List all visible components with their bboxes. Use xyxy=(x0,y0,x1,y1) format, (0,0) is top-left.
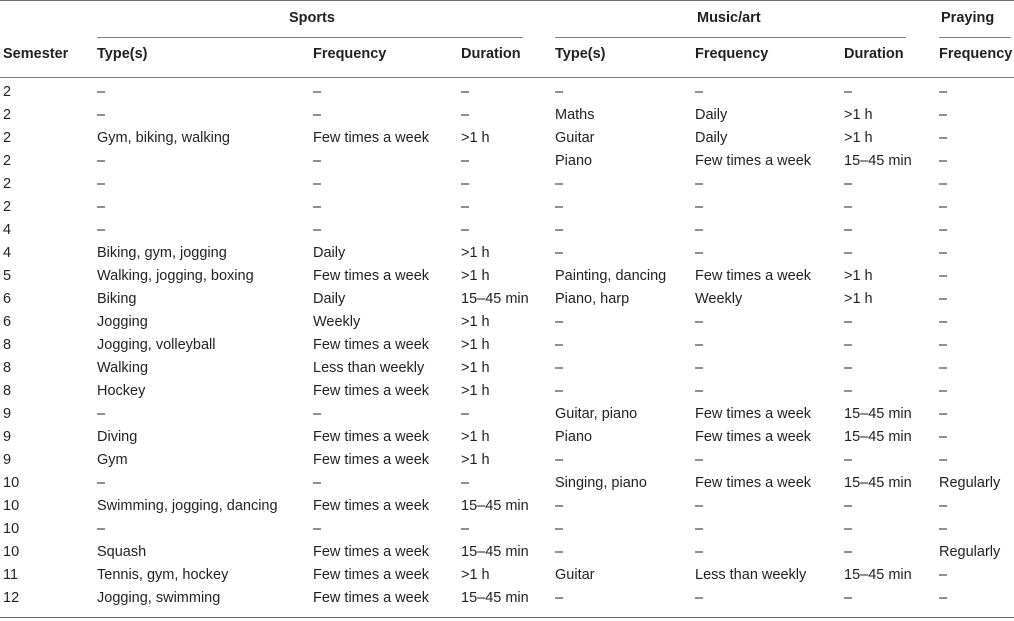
music-frequency-cell: – xyxy=(695,544,704,560)
semester-cell: 8 xyxy=(3,337,12,353)
sports-duration-cell: – xyxy=(461,475,470,491)
sports-types-cell: Gym, biking, walking xyxy=(97,130,230,146)
music-frequency-cell: Less than weekly xyxy=(695,567,807,583)
table-row xyxy=(0,219,1014,242)
sports-types-cell: Swimming, jogging, dancing xyxy=(97,498,278,514)
praying-frequency-cell: – xyxy=(939,383,948,399)
sports-types-cell: – xyxy=(97,199,106,215)
sports-duration-cell: >1 h xyxy=(461,337,490,353)
music-duration-cell: – xyxy=(844,521,853,537)
sports-frequency-cell: Few times a week xyxy=(313,567,430,583)
table-body xyxy=(0,81,1014,610)
music-frequency-cell: Few times a week xyxy=(695,406,812,422)
table-row xyxy=(0,150,1014,173)
music-types-cell: – xyxy=(555,245,564,261)
music-duration-cell: – xyxy=(844,245,853,261)
sports-duration-cell: – xyxy=(461,84,470,100)
music-duration-cell: – xyxy=(844,337,853,353)
praying-frequency-cell: – xyxy=(939,314,948,330)
praying-frequency-cell: – xyxy=(939,590,948,606)
sports-frequency-cell: Few times a week xyxy=(313,544,430,560)
sports-types-cell: – xyxy=(97,176,106,192)
music-types-cell: Piano xyxy=(555,153,593,169)
group-header-sports: Sports xyxy=(289,10,335,26)
column-header-sports-duration: Duration xyxy=(461,46,521,62)
sports-types-cell: Tennis, gym, hockey xyxy=(97,567,229,583)
praying-frequency-cell: – xyxy=(939,130,948,146)
praying-frequency-cell: – xyxy=(939,199,948,215)
group-header-praying: Praying xyxy=(941,10,995,26)
sports-types-cell: Gym xyxy=(97,452,128,468)
sports-frequency-cell: – xyxy=(313,199,322,215)
sports-types-cell: Biking, gym, jogging xyxy=(97,245,227,261)
table-row xyxy=(0,518,1014,541)
sports-duration-cell: >1 h xyxy=(461,383,490,399)
sports-frequency-cell: Few times a week xyxy=(313,130,430,146)
semester-cell: 5 xyxy=(3,268,12,284)
music-duration-cell: 15–45 min xyxy=(844,429,912,445)
table-row xyxy=(0,495,1014,518)
sports-duration-cell: >1 h xyxy=(461,452,490,468)
table-bottom-rule xyxy=(0,617,1014,618)
music-types-cell: – xyxy=(555,337,564,353)
music-duration-cell: – xyxy=(844,383,853,399)
music-types-cell: – xyxy=(555,544,564,560)
sports-frequency-cell: – xyxy=(313,521,322,537)
table-row xyxy=(0,242,1014,265)
praying-frequency-cell: – xyxy=(939,498,948,514)
sports-duration-cell: 15–45 min xyxy=(461,590,529,606)
music-types-cell: – xyxy=(555,521,564,537)
sports-frequency-cell: Few times a week xyxy=(313,498,430,514)
column-header-sports-types: Type(s) xyxy=(97,46,148,62)
praying-frequency-cell: – xyxy=(939,429,948,445)
sports-types-cell: – xyxy=(97,153,106,169)
music-frequency-cell: Weekly xyxy=(695,291,743,307)
music-types-cell: Guitar xyxy=(555,567,595,583)
music-duration-cell: 15–45 min xyxy=(844,475,912,491)
sports-duration-cell: – xyxy=(461,222,470,238)
sports-duration-cell: 15–45 min xyxy=(461,498,529,514)
sports-frequency-cell: – xyxy=(313,84,322,100)
music-duration-cell: >1 h xyxy=(844,130,873,146)
sports-duration-cell: – xyxy=(461,406,470,422)
sports-frequency-cell: Few times a week xyxy=(313,268,430,284)
sports-duration-cell: – xyxy=(461,153,470,169)
praying-frequency-cell: – xyxy=(939,107,948,123)
semester-cell: 10 xyxy=(3,498,20,514)
table-row xyxy=(0,472,1014,495)
semester-cell: 9 xyxy=(3,452,12,468)
music-types-cell: – xyxy=(555,199,564,215)
table-row xyxy=(0,564,1014,587)
sports-duration-cell: >1 h xyxy=(461,360,490,376)
sports-frequency-cell: – xyxy=(313,107,322,123)
music-duration-cell: – xyxy=(844,452,853,468)
music-duration-cell: 15–45 min xyxy=(844,567,912,583)
praying-frequency-cell: – xyxy=(939,291,948,307)
praying-frequency-cell: – xyxy=(939,84,948,100)
semester-cell: 9 xyxy=(3,406,12,422)
music-types-cell: – xyxy=(555,84,564,100)
music-frequency-cell: – xyxy=(695,314,704,330)
music-frequency-cell: Few times a week xyxy=(695,475,812,491)
table-row xyxy=(0,288,1014,311)
music-frequency-cell: – xyxy=(695,337,704,353)
semester-cell: 12 xyxy=(3,590,20,606)
music-frequency-cell: – xyxy=(695,245,704,261)
music-frequency-cell: – xyxy=(695,498,704,514)
sports-types-cell: Walking, jogging, boxing xyxy=(97,268,254,284)
praying-frequency-cell: Regularly xyxy=(939,475,1001,491)
sports-duration-cell: – xyxy=(461,107,470,123)
sports-duration-cell: >1 h xyxy=(461,314,490,330)
music-types-cell: Maths xyxy=(555,107,595,123)
music-frequency-cell: – xyxy=(695,360,704,376)
sports-types-cell: Hockey xyxy=(97,383,146,399)
sports-frequency-cell: Less than weekly xyxy=(313,360,425,376)
sports-types-cell: Diving xyxy=(97,429,138,445)
praying-frequency-cell: – xyxy=(939,153,948,169)
semester-cell: 4 xyxy=(3,245,12,261)
music-duration-cell: – xyxy=(844,84,853,100)
sports-frequency-cell: Few times a week xyxy=(313,452,430,468)
sports-frequency-cell: Daily xyxy=(313,245,346,261)
column-header-music-types: Type(s) xyxy=(555,46,606,62)
table-row xyxy=(0,127,1014,150)
sports-types-cell: – xyxy=(97,84,106,100)
music-frequency-cell: – xyxy=(695,84,704,100)
table-row xyxy=(0,541,1014,564)
semester-cell: 8 xyxy=(3,383,12,399)
music-duration-cell: >1 h xyxy=(844,268,873,284)
music-duration-cell: – xyxy=(844,199,853,215)
music-frequency-cell: – xyxy=(695,222,704,238)
music-duration-cell: – xyxy=(844,590,853,606)
table-row xyxy=(0,449,1014,472)
sports-types-cell: – xyxy=(97,521,106,537)
music-types-cell: – xyxy=(555,222,564,238)
praying-group-rule xyxy=(939,37,1011,38)
praying-frequency-cell: – xyxy=(939,521,948,537)
table-row xyxy=(0,265,1014,288)
praying-frequency-cell: – xyxy=(939,222,948,238)
praying-frequency-cell: – xyxy=(939,360,948,376)
music-duration-cell: – xyxy=(844,360,853,376)
music-frequency-cell: – xyxy=(695,590,704,606)
music-types-cell: – xyxy=(555,498,564,514)
semester-cell: 10 xyxy=(3,544,20,560)
semester-cell: 2 xyxy=(3,107,12,123)
sports-duration-cell: >1 h xyxy=(461,130,490,146)
praying-frequency-cell: Regularly xyxy=(939,544,1001,560)
sports-duration-cell: – xyxy=(461,521,470,537)
semester-cell: 2 xyxy=(3,130,12,146)
music-types-cell: Piano, harp xyxy=(555,291,630,307)
music-duration-cell: – xyxy=(844,544,853,560)
music-duration-cell: >1 h xyxy=(844,291,873,307)
sports-frequency-cell: – xyxy=(313,475,322,491)
table-row xyxy=(0,587,1014,610)
table-row xyxy=(0,311,1014,334)
sports-duration-cell: – xyxy=(461,176,470,192)
sports-frequency-cell: – xyxy=(313,176,322,192)
sports-frequency-cell: – xyxy=(313,222,322,238)
semester-cell: 2 xyxy=(3,176,12,192)
music-types-cell: – xyxy=(555,314,564,330)
sports-duration-cell: >1 h xyxy=(461,245,490,261)
music-duration-cell: – xyxy=(844,498,853,514)
music-types-cell: Guitar, piano xyxy=(555,406,638,422)
column-header-music-frequency: Frequency xyxy=(695,46,769,62)
table-row xyxy=(0,173,1014,196)
music-frequency-cell: Few times a week xyxy=(695,153,812,169)
semester-cell: 6 xyxy=(3,314,12,330)
music-frequency-cell: – xyxy=(695,521,704,537)
sports-types-cell: – xyxy=(97,406,106,422)
praying-frequency-cell: – xyxy=(939,406,948,422)
group-header-music-art: Music/art xyxy=(697,10,761,26)
sports-types-cell: Walking xyxy=(97,360,149,376)
music-art-group-rule xyxy=(555,37,906,38)
semester-cell: 2 xyxy=(3,84,12,100)
music-types-cell: – xyxy=(555,590,564,606)
praying-frequency-cell: – xyxy=(939,245,948,261)
column-header-semester: Semester xyxy=(3,46,69,62)
music-duration-cell: >1 h xyxy=(844,107,873,123)
table-row xyxy=(0,426,1014,449)
table-row xyxy=(0,196,1014,219)
column-header-music-duration: Duration xyxy=(844,46,904,62)
sports-group-rule xyxy=(97,37,523,38)
semester-cell: 8 xyxy=(3,360,12,376)
music-frequency-cell: Daily xyxy=(695,130,728,146)
sports-types-cell: Squash xyxy=(97,544,147,560)
sports-types-cell: – xyxy=(97,107,106,123)
sports-types-cell: Biking xyxy=(97,291,137,307)
column-header-sports-frequency: Frequency xyxy=(313,46,387,62)
music-types-cell: Guitar xyxy=(555,130,595,146)
semester-cell: 10 xyxy=(3,475,20,491)
music-frequency-cell: – xyxy=(695,383,704,399)
semester-cell: 2 xyxy=(3,199,12,215)
praying-frequency-cell: – xyxy=(939,176,948,192)
semester-cell: 2 xyxy=(3,153,12,169)
sports-frequency-cell: – xyxy=(313,153,322,169)
semester-cell: 10 xyxy=(3,521,20,537)
sports-frequency-cell: Few times a week xyxy=(313,337,430,353)
music-duration-cell: – xyxy=(844,314,853,330)
semester-cell: 11 xyxy=(3,567,19,583)
sports-frequency-cell: Few times a week xyxy=(313,429,430,445)
music-types-cell: – xyxy=(555,383,564,399)
music-types-cell: – xyxy=(555,360,564,376)
table-row xyxy=(0,334,1014,357)
sports-types-cell: Jogging, swimming xyxy=(97,590,221,606)
sports-duration-cell: >1 h xyxy=(461,567,490,583)
sports-types-cell: Jogging, volleyball xyxy=(97,337,216,353)
music-duration-cell: – xyxy=(844,176,853,192)
column-header-praying-frequency: Frequency xyxy=(939,46,1013,62)
table-top-rule xyxy=(0,0,1014,1)
music-frequency-cell: – xyxy=(695,176,704,192)
header-rule xyxy=(0,77,1014,78)
music-types-cell: Singing, piano xyxy=(555,475,647,491)
table-row xyxy=(0,380,1014,403)
music-frequency-cell: Daily xyxy=(695,107,728,123)
praying-frequency-cell: – xyxy=(939,452,948,468)
table-row xyxy=(0,104,1014,127)
praying-frequency-cell: – xyxy=(939,567,948,583)
music-types-cell: Piano xyxy=(555,429,593,445)
sports-frequency-cell: Weekly xyxy=(313,314,361,330)
music-frequency-cell: Few times a week xyxy=(695,429,812,445)
music-duration-cell: 15–45 min xyxy=(844,406,912,422)
sports-duration-cell: >1 h xyxy=(461,268,490,284)
table-row xyxy=(0,357,1014,380)
music-frequency-cell: Few times a week xyxy=(695,268,812,284)
music-types-cell: Painting, dancing xyxy=(555,268,667,284)
sports-frequency-cell: – xyxy=(313,406,322,422)
sports-duration-cell: – xyxy=(461,199,470,215)
semester-cell: 4 xyxy=(3,222,12,238)
music-frequency-cell: – xyxy=(695,452,704,468)
table-row xyxy=(0,81,1014,104)
music-frequency-cell: – xyxy=(695,199,704,215)
praying-frequency-cell: – xyxy=(939,268,948,284)
sports-frequency-cell: Daily xyxy=(313,291,346,307)
praying-frequency-cell: – xyxy=(939,337,948,353)
semester-cell: 9 xyxy=(3,429,12,445)
sports-duration-cell: 15–45 min xyxy=(461,291,529,307)
sports-types-cell: Jogging xyxy=(97,314,148,330)
music-duration-cell: – xyxy=(844,222,853,238)
music-duration-cell: 15–45 min xyxy=(844,153,912,169)
semester-cell: 6 xyxy=(3,291,12,307)
table-row xyxy=(0,403,1014,426)
music-types-cell: – xyxy=(555,176,564,192)
sports-duration-cell: >1 h xyxy=(461,429,490,445)
sports-types-cell: – xyxy=(97,222,106,238)
sports-types-cell: – xyxy=(97,475,106,491)
sports-duration-cell: 15–45 min xyxy=(461,544,529,560)
sports-frequency-cell: Few times a week xyxy=(313,383,430,399)
music-types-cell: – xyxy=(555,452,564,468)
sports-frequency-cell: Few times a week xyxy=(313,590,430,606)
